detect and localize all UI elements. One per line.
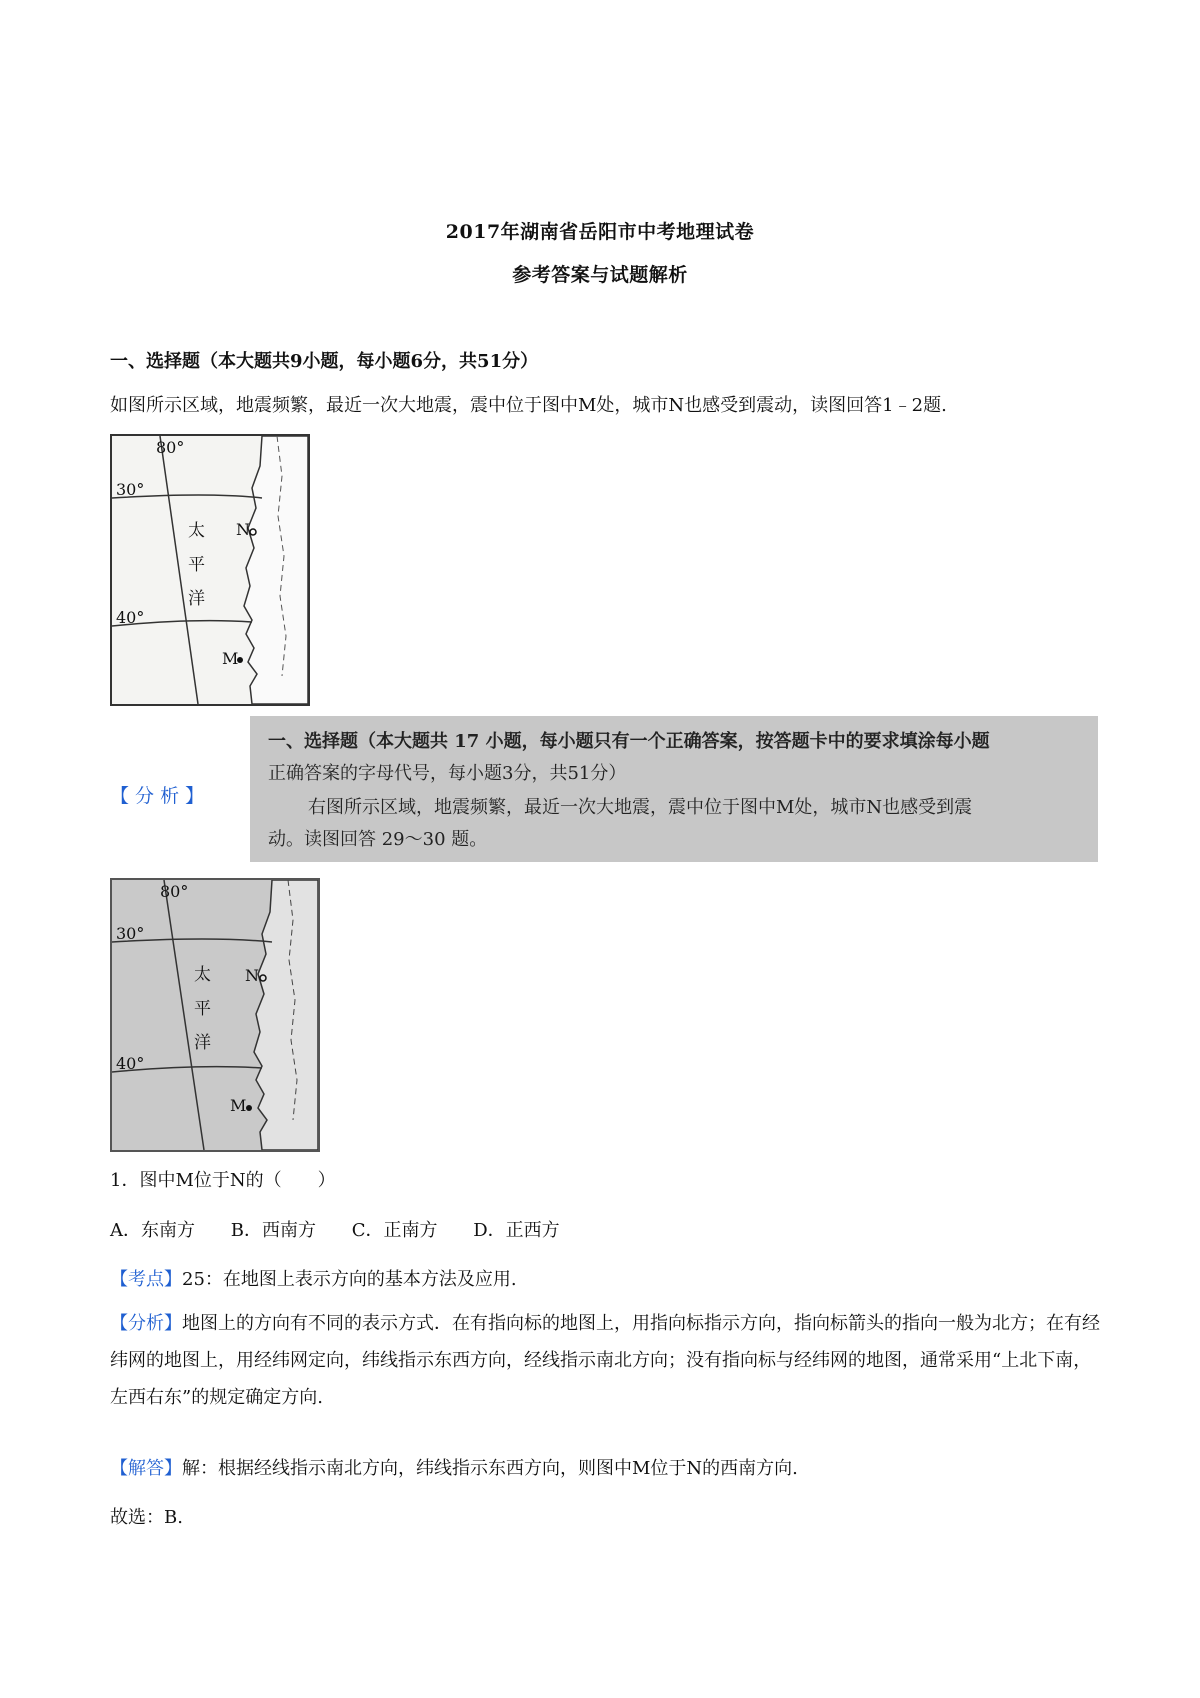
jieda-text: 解：根据经线指示南北方向，纬线指示东西方向，则图中M位于N的西南方向.: [182, 1458, 798, 1479]
latitude-30-label: 30°: [116, 480, 145, 499]
question-stem: 1．图中M位于N的（ ）: [110, 1170, 336, 1191]
option-a: A．东南方: [110, 1220, 195, 1241]
question-options: [110, 1217, 590, 1245]
jieda-label: 【解答】: [110, 1458, 182, 1479]
fenxi-block: [110, 1305, 1100, 1416]
fenxi-text: 地图上的方向有不同的表示方式．在有指向标的地图上，用指向标指示方向，指向标箭头的指向一般为北方；在有经纬网的地图上，用经纬网定向，纬线指示东西方向，经线指示南北方向；没有指向标与经纬网的地图，通常采用“上北下南，左西右东”的规定确定方向.: [110, 1313, 1100, 1408]
section-heading: 一、选择题（本大题共9小题，每小题6分，共51分）: [110, 351, 539, 372]
fenxi-label: 【分析】: [110, 1313, 182, 1334]
scan-line-4: 动。读图回答 29～30 题。: [268, 829, 488, 850]
ocean-label-2: 平: [188, 555, 205, 575]
option-c: C．正南方: [351, 1220, 438, 1241]
ocean-label-2: 平: [194, 999, 211, 1019]
jieda-block: [110, 1455, 798, 1483]
latitude-40-label: 40°: [116, 608, 145, 627]
document-subtitle: 参考答案与试题解析: [512, 264, 688, 286]
scan-line-1: 一、选择题（本大题共 17 小题，每小题只有一个正确答案，按答题卡中的要求填涂每小题: [268, 731, 990, 752]
section-intro: 如图所示区域，地震频繁，最近一次大地震，震中位于图中M处，城市N也感受到震动，读图回答1﹣2题.: [110, 395, 947, 416]
city-n-label: N: [245, 966, 259, 985]
map-figure-scan: [110, 878, 320, 1152]
ocean-label-1: 太: [194, 965, 211, 985]
final-answer: 故选：B.: [110, 1507, 183, 1528]
city-m-label: M: [230, 1096, 247, 1115]
ocean-label-3: 洋: [194, 1033, 211, 1053]
option-d: D．正西方: [473, 1220, 560, 1241]
kaodian-label: 【考点】: [110, 1269, 182, 1290]
scan-line-2: 正确答案的字母代号，每小题3分，共51分）: [268, 763, 627, 784]
option-b: B．西南方: [230, 1220, 316, 1241]
map-figure: [110, 434, 310, 706]
kaodian-text: 25：在地图上表示方向的基本方法及应用.: [182, 1269, 517, 1290]
city-n-label: N: [236, 520, 250, 539]
latitude-30-label: 30°: [116, 924, 145, 943]
analysis-label: 【 分 析 】: [110, 785, 205, 807]
ocean-label-1: 太: [188, 521, 205, 541]
scanned-excerpt-image: [250, 716, 1098, 862]
kaodian-block: [110, 1266, 517, 1294]
ocean-label-3: 洋: [188, 589, 205, 609]
longitude-label: 80°: [156, 438, 185, 457]
longitude-label: 80°: [160, 882, 189, 901]
latitude-40-label: 40°: [116, 1054, 145, 1073]
city-m-label: M: [222, 649, 239, 668]
scan-line-3: 右图所示区域，地震频繁，最近一次大地震，震中位于图中M处，城市N也感受到震: [308, 797, 973, 818]
document-title: 2017年湖南省岳阳市中考地理试卷: [445, 221, 755, 243]
